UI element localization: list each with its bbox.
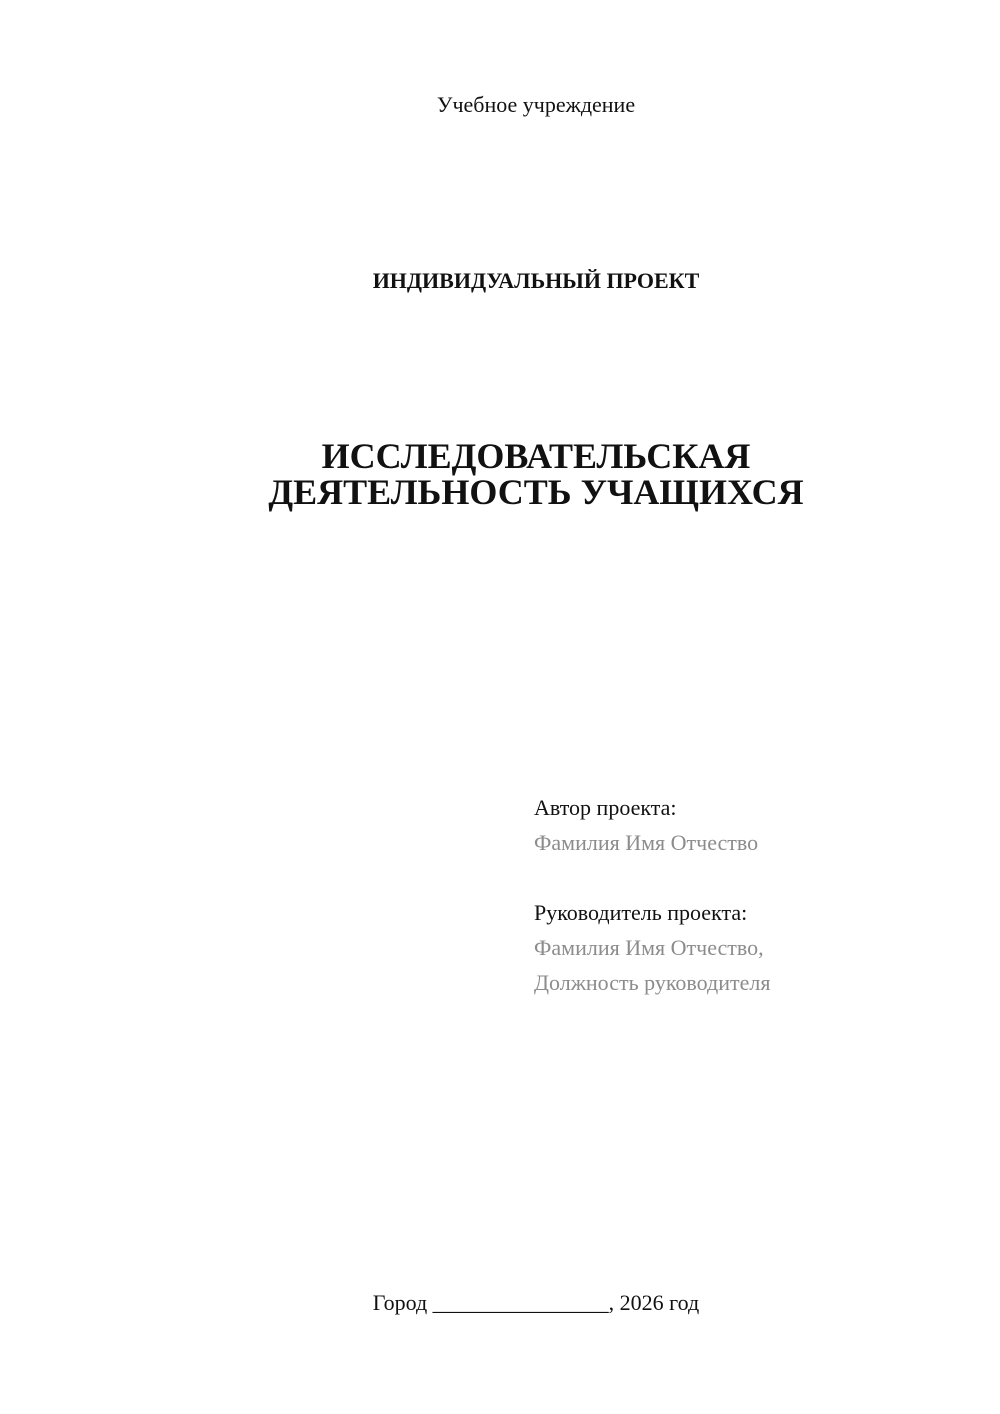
city-year-line: Город ________________, 2026 год xyxy=(372,1290,700,1315)
project-title-line-2: ДЕЯТЕЛЬНОСТЬ УЧАЩИХСЯ xyxy=(268,472,804,512)
project-type-heading: ИНДИВИДУАЛЬНЫЙ ПРОЕКТ xyxy=(372,268,700,293)
project-title-line-1: ИССЛЕДОВАТЕЛЬСКАЯ xyxy=(321,436,751,476)
supervisor-position: Должность руководителя xyxy=(534,970,771,995)
supervisor-label: Руководитель проекта: xyxy=(534,900,748,925)
supervisor-name: Фамилия Имя Отчество, xyxy=(534,935,764,960)
project-info-block xyxy=(534,790,770,1000)
institution-name: Учебное учреждение xyxy=(436,92,636,117)
project-title xyxy=(0,438,1000,510)
spacer xyxy=(534,860,770,895)
author-name: Фамилия Имя Отчество xyxy=(534,830,759,855)
author-label: Автор проекта: xyxy=(534,795,677,820)
